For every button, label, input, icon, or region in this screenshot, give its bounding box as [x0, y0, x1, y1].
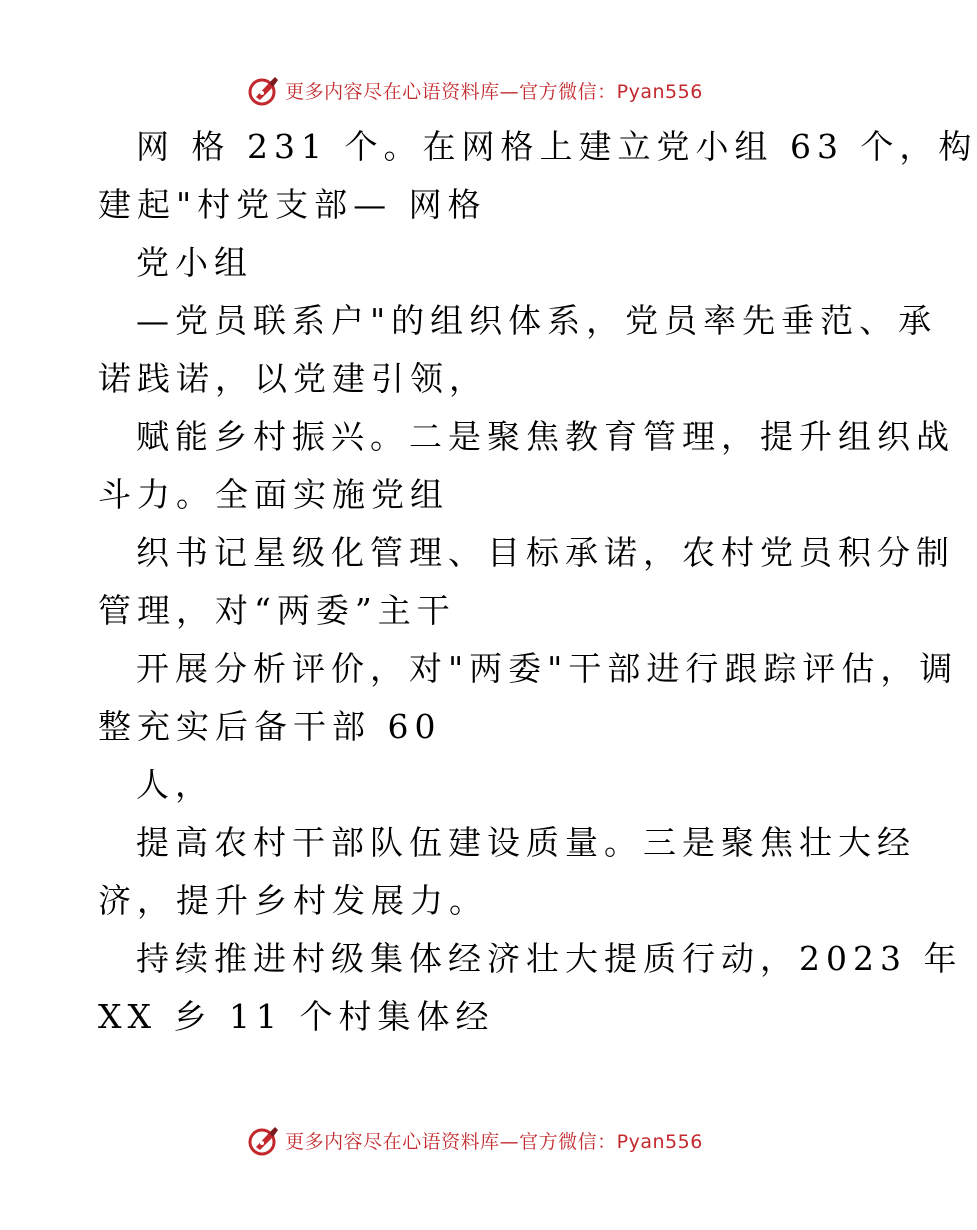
document-body — [98, 118, 977, 1046]
page-header — [0, 70, 950, 110]
header-banner-text: 更多内容尽在心语资料库—官方微信：Pyan556 — [285, 80, 703, 103]
text-line: 党小组 — [136, 243, 253, 282]
text-line: 持续推进村级集体经济壮大提质行动，2023 年 — [136, 939, 963, 978]
text-line: 织书记星级化管理、目标承诺，农村党员积分制 — [136, 533, 955, 572]
text-line: 人， — [136, 765, 214, 804]
text-line: 建起"村党支部— 网格 — [98, 185, 487, 224]
text-line: 赋能乡村振兴。二是聚焦教育管理，提升组织战 — [136, 417, 955, 456]
footer-banner-text: 更多内容尽在心语资料库—官方微信：Pyan556 — [285, 1130, 703, 1153]
text-line: XX 乡 11 个村集体经 — [98, 997, 495, 1036]
text-line: 诺践诺，以党建引领， — [98, 359, 488, 398]
page-footer — [0, 1120, 950, 1160]
text-line: 整充实后备干部 60 — [98, 707, 442, 746]
pen-nib-logo-icon — [247, 73, 281, 107]
text-line: 斗力。全面实施党组 — [98, 475, 449, 514]
pen-nib-logo-icon — [247, 1123, 281, 1157]
text-line: 开展分析评价，对"两委"干部进行跟踪评估，调 — [136, 649, 959, 688]
text-line: 济，提升乡村发展力。 — [98, 881, 488, 920]
text-line: 管理，对“两委”主干 — [98, 591, 456, 630]
header-banner — [247, 73, 703, 107]
footer-banner — [247, 1123, 703, 1157]
text-line: —党员联系户"的组织体系，党员率先垂范、承 — [136, 301, 938, 340]
text-line: 提高农村干部队伍建设质量。三是聚焦壮大经 — [136, 823, 916, 862]
text-line: 网 格 231 个。在网格上建立党小组 63 个，构 — [136, 127, 977, 166]
